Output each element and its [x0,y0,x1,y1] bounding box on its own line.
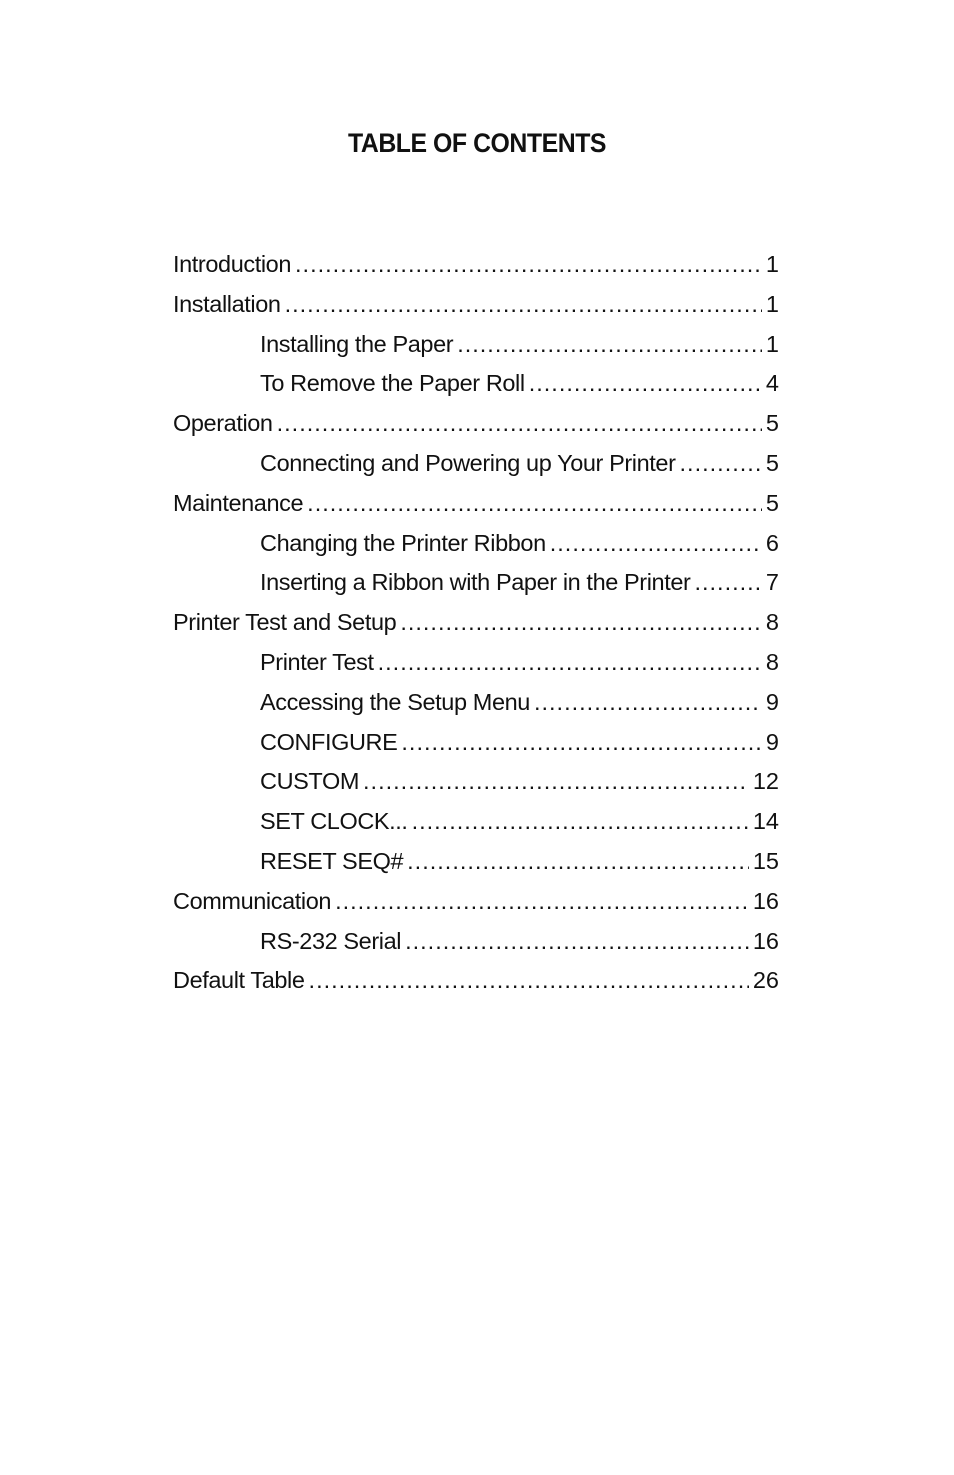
toc-subentry [173,563,779,603]
toc-entry-label: To Remove the Paper Roll [260,370,525,397]
toc-entry-page: 1 [765,251,779,277]
toc-entry-label: SET CLOCK... [260,808,408,835]
toc-leader-dots [412,802,749,842]
toc-entry-label: Installing the Paper [260,330,454,357]
toc-entry-page: 26 [752,967,779,994]
toc-leader-dots [550,524,762,564]
toc-leader-dots [309,961,749,1001]
toc-entry [173,245,779,285]
toc-leader-dots [335,882,749,922]
toc-subentry [173,762,779,802]
toc-entry-label: Connecting and Powering up Your Printer [260,449,676,476]
toc-entry-label: RS-232 Serial [260,927,402,954]
toc-entry-label: Printer Test and Setup [173,609,397,636]
toc-leader-dots [529,364,762,404]
toc-leader-dots [400,603,762,643]
toc-entry-label: Operation [173,410,273,437]
toc-entry-page: 9 [765,688,779,715]
toc-entry-page: 8 [765,648,779,675]
toc-leader-dots [680,444,762,484]
toc-entry [173,961,779,1001]
toc-entry-label: CONFIGURE [260,728,398,755]
table-of-contents [173,245,779,1001]
toc-entry [173,404,779,444]
toc-entry-label: RESET SEQ# [260,847,404,874]
toc-entry-page: 16 [752,887,779,914]
toc-entry [173,603,779,643]
toc-entry-page: 1 [765,330,779,357]
toc-leader-dots [295,245,762,285]
toc-entry-page: 15 [752,847,779,874]
toc-subentry [173,444,779,484]
toc-entry-page: 6 [765,529,779,556]
toc-leader-dots [401,723,762,763]
toc-entry [173,484,779,524]
toc-subentry [173,325,779,365]
toc-subentry [173,364,779,404]
toc-entry-label: Default Table [173,967,305,994]
toc-leader-dots [534,683,762,723]
toc-entry-page: 4 [765,370,779,397]
toc-entry-label: Changing the Printer Ribbon [260,529,546,556]
toc-entry-label: Printer Test [260,648,374,675]
toc-entry-page: 8 [765,609,779,636]
toc-entry [173,285,779,325]
toc-entry-page: 5 [765,410,779,437]
toc-entry [173,882,779,922]
toc-entry-label: Inserting a Ribbon with Paper in the Printer [260,569,691,596]
toc-leader-dots [405,922,749,962]
toc-subentry [173,524,779,564]
toc-entry-label: CUSTOM [260,768,360,795]
toc-entry-page: 7 [765,569,779,596]
toc-entry-label: Installation [173,290,281,317]
toc-entry-page: 12 [752,768,779,795]
toc-entry-label: Introduction [173,251,292,277]
toc-subentry [173,802,779,842]
toc-leader-dots [457,325,762,365]
toc-leader-dots [285,285,762,325]
toc-leader-dots [277,404,762,444]
toc-leader-dots [363,762,749,802]
toc-entry-label: Communication [173,887,332,914]
toc-leader-dots [307,484,762,524]
toc-subentry [173,723,779,763]
toc-subentry [173,842,779,882]
page-title: TABLE OF CONTENTS [347,128,607,158]
toc-entry-page: 5 [765,449,779,476]
toc-entry-page: 9 [765,728,779,755]
toc-entry-page: 5 [765,489,779,516]
toc-entry-page: 1 [765,290,779,317]
toc-leader-dots [378,643,762,683]
toc-leader-dots [407,842,749,882]
toc-subentry [173,683,779,723]
toc-entry-page: 14 [752,808,779,835]
toc-leader-dots [694,563,761,603]
toc-subentry [173,922,779,962]
toc-subentry [173,643,779,683]
toc-entry-page: 16 [752,927,779,954]
toc-entry-label: Maintenance [173,489,304,516]
toc-entry-label: Accessing the Setup Menu [260,688,530,715]
